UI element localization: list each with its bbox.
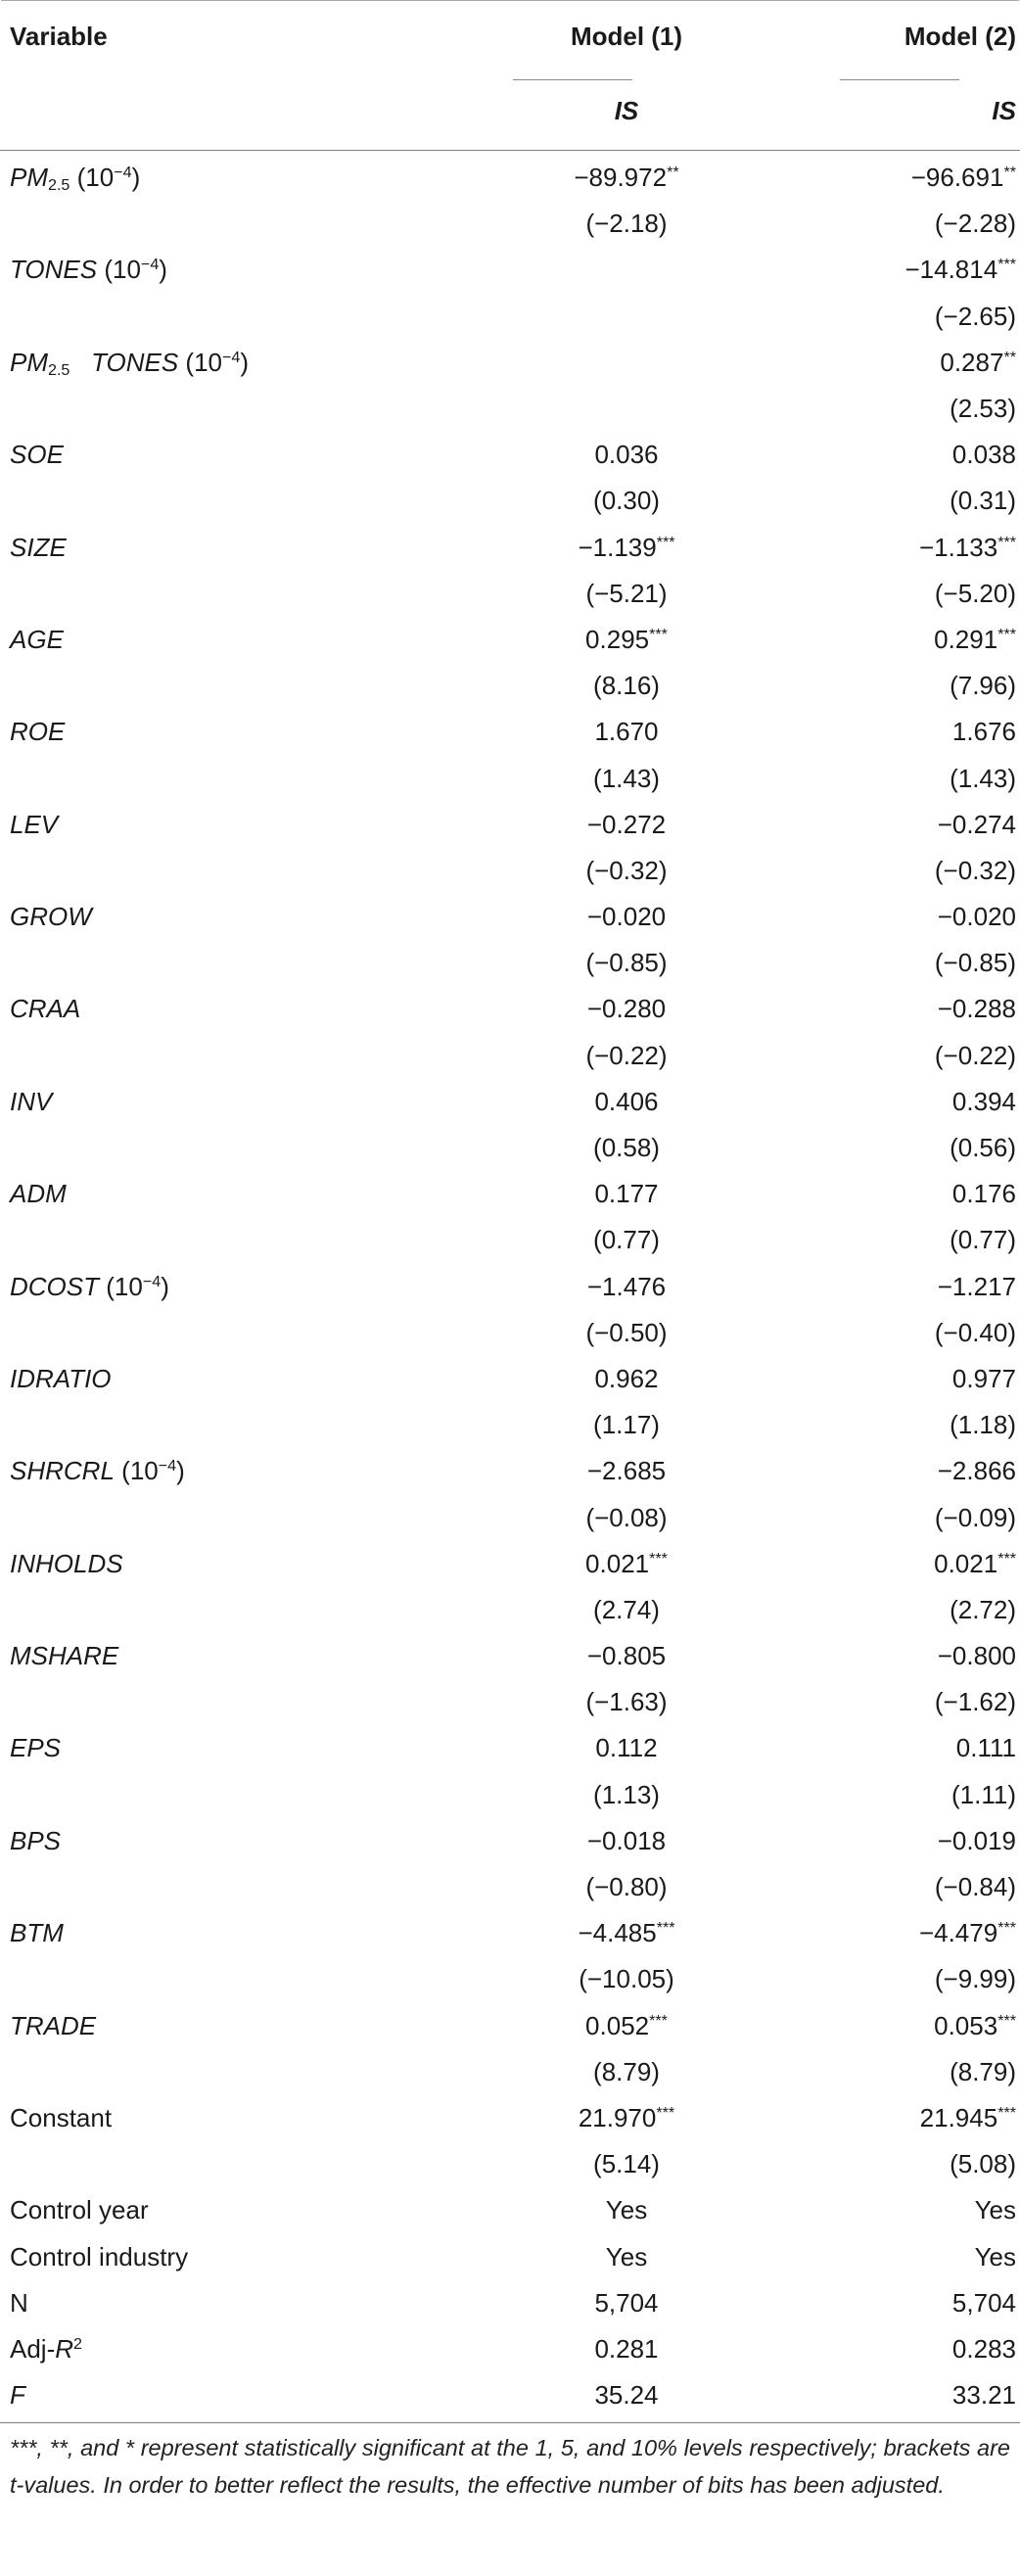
table-row: [0, 155, 1020, 201]
table-row: [0, 1679, 1020, 1725]
table-row: [0, 432, 1020, 478]
tval-model1: (−5.21): [585, 578, 668, 608]
table-row: [0, 1633, 1020, 1679]
tval-model1: (−0.50): [585, 1317, 668, 1347]
tval-model2: (−9.99): [934, 1964, 1016, 1994]
tval-model1: (−0.32): [585, 855, 668, 885]
coef-model2: 0.176: [951, 1179, 1016, 1209]
table-row: [0, 1541, 1020, 1587]
var-roe: ROE: [10, 717, 66, 747]
tval-model2: (−2.65): [934, 301, 1016, 331]
coef-model1: −0.272: [586, 809, 667, 839]
dependent-model1: IS: [614, 95, 639, 125]
tval-model1: (1.13): [593, 1779, 660, 1809]
var-btm: BTM: [10, 1918, 64, 1948]
table-row: [0, 386, 1020, 432]
coef-model2: 0.977: [951, 1363, 1016, 1393]
coef-model2: −14.814***: [904, 255, 1016, 285]
coef-model2: −0.274: [937, 809, 1016, 839]
tval-model1: (−0.80): [585, 1872, 668, 1902]
table-row: [0, 294, 1020, 340]
table-row: [0, 1264, 1020, 1310]
tval-model2: (0.31): [950, 486, 1016, 516]
coef-model1: 0.962: [594, 1363, 659, 1393]
header-variable: Variable: [10, 21, 108, 51]
tval-model2: (5.08): [950, 2149, 1016, 2179]
tval-model2: (2.53): [950, 394, 1016, 424]
coef-model2: −0.019: [937, 1825, 1016, 1855]
value-model2: Yes: [974, 2195, 1016, 2225]
table-row: [0, 1587, 1020, 1633]
tval-model1: (0.58): [593, 1133, 660, 1163]
tval-model2: (−0.22): [934, 1040, 1016, 1070]
value-model1: Yes: [605, 2195, 648, 2225]
table-row: [0, 802, 1020, 848]
tval-model1: (8.79): [593, 2056, 660, 2086]
tval-model1: (0.30): [593, 486, 660, 516]
header-model2: Model (2): [904, 21, 1016, 51]
coef-model2: −0.800: [937, 1641, 1016, 1671]
table-row: [0, 2372, 1020, 2418]
table-row: [0, 478, 1020, 524]
table-row: [0, 2326, 1020, 2372]
tval-model1: (−2.18): [585, 209, 668, 239]
coef-model2: 0.111: [955, 1733, 1016, 1763]
tval-model2: (−0.85): [934, 948, 1016, 978]
table-row: [0, 1171, 1020, 1217]
header-model1: Model (1): [570, 21, 683, 51]
var-dcost: DCOST $(10^{-4})$: [10, 1271, 169, 1301]
var-bps: BPS: [10, 1825, 62, 1855]
coef-model1: 1.670: [594, 717, 659, 747]
table-row: [0, 1356, 1020, 1402]
var-lev: LEV: [10, 809, 59, 839]
coef-model2: −96.691**: [910, 163, 1016, 193]
table-row: [0, 1772, 1020, 1818]
table-row: [0, 894, 1020, 940]
coef-model2: −1.133***: [918, 532, 1016, 562]
var-interaction: $PM_{2.5}$ TONES $(10^{-4})$: [10, 347, 250, 379]
coef-model1: 0.177: [594, 1179, 659, 1209]
tval-model1: (5.14): [593, 2149, 660, 2179]
table-row: [0, 2233, 1020, 2279]
table-row: [0, 709, 1020, 755]
coef-model2: 0.021***: [934, 1548, 1016, 1578]
tval-model2: (−0.84): [934, 1872, 1016, 1902]
var-age: AGE: [10, 624, 64, 654]
coef-model1: 0.295***: [585, 624, 668, 654]
var-tones: TONES $(10^{-4})$: [10, 255, 167, 285]
dependent-row: [0, 71, 1020, 150]
var-control-year: Control year: [10, 2195, 149, 2225]
coef-model2: 0.291***: [934, 624, 1016, 654]
dependent-model2: IS: [992, 95, 1016, 125]
tval-model1: (0.77): [593, 1225, 660, 1255]
table-row: [0, 986, 1020, 1032]
coef-model1: −0.020: [586, 902, 667, 932]
table-row: [0, 2003, 1020, 2049]
var-soe: SOE: [10, 440, 64, 470]
table-row: [0, 1448, 1020, 1494]
tval-model1: (−0.85): [585, 948, 668, 978]
tval-model1: (1.17): [593, 1410, 660, 1440]
coef-model2: 0.287**: [940, 347, 1016, 377]
coef-model1: 0.021***: [585, 1548, 668, 1578]
table-row: [0, 1402, 1020, 1448]
coef-model1: 0.112: [595, 1733, 658, 1763]
coef-model2: 0.053***: [934, 2010, 1016, 2040]
table-row: [0, 1725, 1020, 1771]
var-inv: INV: [10, 1086, 53, 1116]
tval-model1: (−0.22): [585, 1040, 668, 1070]
tval-model1: (−1.63): [585, 1687, 668, 1717]
tval-model1: (8.16): [593, 671, 660, 701]
coef-model2: −0.020: [937, 902, 1016, 932]
coef-model1: −0.805: [586, 1641, 667, 1671]
var-craa: CRAA: [10, 994, 81, 1024]
table-row: [0, 663, 1020, 709]
table-row: [0, 1033, 1020, 1079]
var-mshare: MSHARE: [10, 1641, 119, 1671]
value-model2: Yes: [974, 2241, 1016, 2272]
coef-model2: 0.394: [951, 1086, 1016, 1116]
coef-model2: −0.288: [937, 994, 1016, 1024]
table-row: [0, 617, 1020, 663]
table-row: [0, 2049, 1020, 2095]
table-row: [0, 755, 1020, 801]
coef-model1: 0.052***: [585, 2010, 668, 2040]
coef-model2: 1.676: [951, 717, 1016, 747]
value-model1: 0.281: [594, 2333, 659, 2364]
coef-model1: 0.036: [594, 440, 659, 470]
var-inholds: INHOLDS: [10, 1548, 123, 1578]
table-row: [0, 940, 1020, 986]
value-model1: 5,704: [594, 2287, 659, 2318]
var-idratio: IDRATIO: [10, 1363, 112, 1393]
tval-model2: (−0.40): [934, 1317, 1016, 1347]
table-row: [0, 525, 1020, 571]
var-pm25: $PM_{2.5}$ $(10^{-4})$: [10, 163, 141, 195]
table-row: [0, 1910, 1020, 1956]
tval-model1: (1.43): [593, 763, 660, 793]
tval-model2: (−0.09): [934, 1502, 1016, 1532]
tval-model2: (−2.28): [934, 209, 1016, 239]
table-row: [0, 1956, 1020, 2002]
coef-model1: −4.485***: [578, 1918, 675, 1948]
table-row: [0, 571, 1020, 617]
coef-model2: −4.479***: [918, 1918, 1016, 1948]
tval-model2: (8.79): [950, 2056, 1016, 2086]
var-n: N: [10, 2287, 28, 2318]
coef-model1: −0.280: [586, 994, 667, 1024]
value-model2: 33.21: [951, 2380, 1016, 2411]
var-adj-r2: Adj-$R^2$: [10, 2333, 82, 2364]
var-eps: EPS: [10, 1733, 62, 1763]
tval-model2: (1.11): [951, 1779, 1016, 1809]
table-row: [0, 247, 1020, 293]
coef-model1: 0.406: [594, 1086, 659, 1116]
table-row: [0, 1310, 1020, 1356]
table-row: [0, 2187, 1020, 2233]
table-row: [0, 1125, 1020, 1171]
tval-model2: (0.77): [950, 1225, 1016, 1255]
tval-model1: (2.74): [593, 1594, 660, 1624]
table-row: [0, 1494, 1020, 1540]
coef-model1: −89.972**: [574, 163, 679, 193]
model2-underline: [840, 79, 959, 80]
coef-model2: −1.217: [937, 1271, 1016, 1301]
table-row: [0, 340, 1020, 386]
table-row: [0, 1217, 1020, 1263]
table-row: [0, 2095, 1020, 2141]
tval-model2: (7.96): [950, 671, 1016, 701]
table-footnote: ***, **, and * represent statistically significant at the 1, 5, and 10% levels respectively; brackets are t-values. In order to better reflect the results, the effective number of bits has been adjusted.: [10, 2435, 1010, 2499]
table-row: [0, 2280, 1020, 2326]
value-model2: 5,704: [951, 2287, 1016, 2318]
coef-model2: 21.945***: [919, 2102, 1016, 2132]
var-control-industry: Control industry: [10, 2241, 189, 2272]
var-constant: Constant: [10, 2102, 113, 2132]
value-model1: Yes: [605, 2241, 648, 2272]
coef-model1: −1.139***: [578, 532, 675, 562]
tval-model2: (−5.20): [934, 578, 1016, 608]
var-f: F: [10, 2380, 25, 2411]
var-grow: GROW: [10, 902, 92, 932]
coef-model1: 21.970***: [578, 2102, 675, 2132]
coef-model1: −0.018: [586, 1825, 667, 1855]
value-model2: 0.283: [951, 2333, 1016, 2364]
tval-model1: (−0.08): [585, 1502, 668, 1532]
coef-model2: −2.866: [937, 1456, 1016, 1486]
value-model1: 35.24: [594, 2380, 659, 2411]
tval-model1: (−10.05): [579, 1964, 674, 1994]
coef-model1: −2.685: [586, 1456, 667, 1486]
tval-model2: (−0.32): [934, 855, 1016, 885]
table-row: [0, 1864, 1020, 1910]
var-adm: ADM: [10, 1179, 67, 1209]
table-row: [0, 2141, 1020, 2187]
tval-model2: (2.72): [950, 1594, 1016, 1624]
table-row: [0, 1818, 1020, 1864]
coef-model2: 0.038: [951, 440, 1016, 470]
table-row: [0, 201, 1020, 247]
tval-model2: (1.18): [950, 1410, 1016, 1440]
tval-model2: (0.56): [950, 1133, 1016, 1163]
tval-model2: (1.43): [950, 763, 1016, 793]
tval-model2: (−1.62): [934, 1687, 1016, 1717]
table-row: [0, 1079, 1020, 1125]
var-shrcrl: SHRCRL $(10^{-4})$: [10, 1456, 185, 1486]
var-size: SIZE: [10, 532, 67, 562]
header-row: [0, 1, 1020, 71]
var-trade: TRADE: [10, 2010, 97, 2040]
table-row: [0, 848, 1020, 894]
model1-underline: [513, 79, 632, 80]
coef-model1: −1.476: [586, 1271, 667, 1301]
